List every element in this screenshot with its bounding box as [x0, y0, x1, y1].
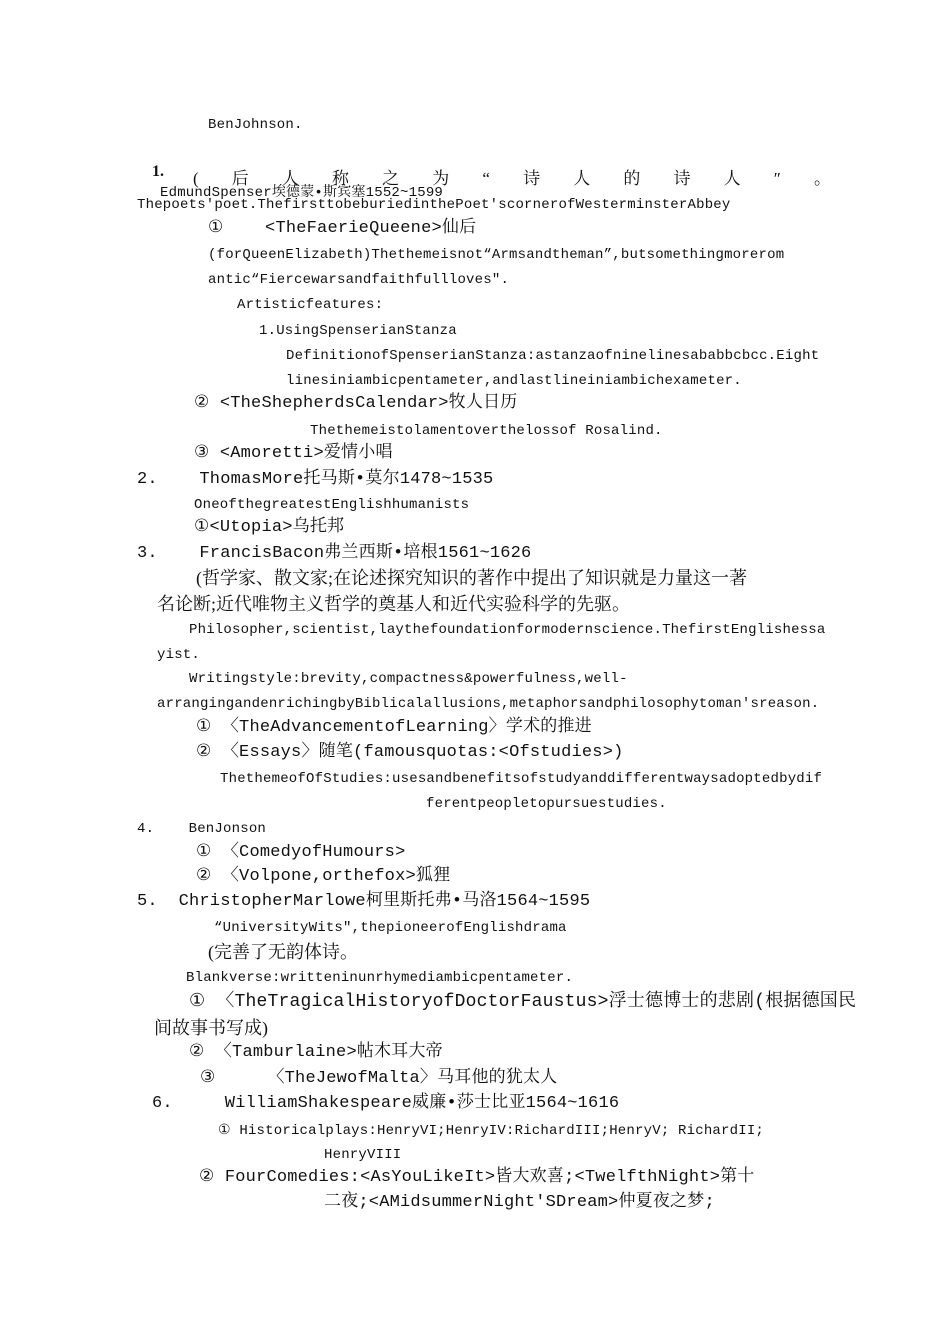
spread-char: 人 [281, 169, 299, 188]
text-line: “UniversityWits″,thepioneerofEnglishdrama [214, 920, 567, 936]
text-line: antic“Fiercewarsandfaithfullloves″. [208, 272, 510, 288]
spread-char: ( [193, 169, 199, 188]
work-item: ①<Utopia>乌托邦 [194, 518, 345, 537]
text-line: Writingstyle:brevity,compactness&powerfulness,well- [189, 671, 628, 687]
spread-char: 称 [332, 169, 350, 188]
text-line: linesiniambicpentameter,andlastlineiniambichexameter. [286, 373, 742, 389]
text-line: DefinitionofSpenserianStanza:astanzaofninelinesababbcbcc.Eight [286, 348, 820, 364]
spread-char: 诗 [523, 169, 541, 188]
text-line: 二夜;<AMidsummerNight'SDream>仲夏夜之梦; [324, 1193, 715, 1212]
text-line: 1.UsingSpenserianStanza [259, 323, 457, 339]
spread-char: ″ [773, 169, 781, 188]
work-item: ② 〈Essays〉随笔(famousquotas:<Ofstudies>) [196, 743, 624, 762]
work-item: ③ 〈TheJewofMalta〉马耳他的犹太人 [200, 1069, 558, 1088]
work-item: ① 〈TheAdvancementofLearning〉学术的推进 [196, 718, 592, 737]
list-number: 1. [152, 163, 164, 180]
work-item: ② 〈Volpone,orthefox>狐狸 [196, 867, 451, 886]
heading-text: EdmundSpenser埃德蒙•斯宾塞1552~1599 [160, 185, 444, 201]
text-line: (哲学家、散文家;在论述探究知识的著作中提出了知识就是力量这一著 [196, 568, 747, 588]
text-line: ThethemeofOfStudies:usesandbenefitsofstudyanddifferentwaysadoptedbydif [220, 771, 823, 787]
spread-char: 之 [382, 169, 400, 188]
spread-char: 的 [623, 169, 641, 188]
text-line: Blankverse:writteninunrhymediambicpentameter. [186, 970, 574, 986]
text-line: ① Historicalplays:HenryVI;HenryIV:RichardIII;HenryV; RichardII; [218, 1123, 765, 1139]
section-heading-more: 2. ThomasMore托马斯•莫尔1478~1535 [137, 470, 494, 489]
section-heading-shakespeare: 6. WilliamShakespeare威廉•莎士比亚1564~1616 [152, 1094, 620, 1113]
text-line: yist. [157, 647, 201, 663]
text-line: ferentpeopletopursuestudies. [426, 796, 667, 812]
text-line: BenJohnson. [208, 117, 303, 133]
spread-char: 。 [813, 169, 831, 188]
spread-line [193, 169, 831, 189]
text-line: (完善了无韵体诗。 [208, 942, 358, 962]
spread-char: 后 [231, 169, 249, 188]
section-heading-bacon: 3. FrancisBacon弗兰西斯•培根1561~1626 [137, 544, 532, 563]
text-line: Thethemeistolamentoverthelossof Rosalind. [310, 423, 663, 439]
text-line: HenryVIII [324, 1147, 402, 1163]
text-line: arrangingandenrichingbyBiblicalallusions,metaphorsandphilosophytoman'sreason. [157, 696, 820, 712]
spread-char: 人 [723, 169, 741, 188]
work-item: ② <TheShepherdsCalendar>牧人日历 [194, 394, 518, 413]
text-line: (forQueenElizabeth)Thethemeisnot“Armsandtheman”,butsomethingmorerom [208, 247, 785, 263]
text-line: Philosopher,scientist,laythefoundationformodernscience.ThefirstEnglishessa [189, 622, 826, 638]
subheading: Artisticfeatures: [237, 297, 384, 313]
text-line: Thepoets'poet.ThefirsttobeburiedinthePoet'scornerofWesterminsterAbbey [137, 197, 731, 213]
work-item: ③ <Amoretti>爱情小唱 [194, 444, 393, 463]
work-item: ② 〈Tamburlaine>帖木耳大帝 [189, 1043, 443, 1062]
spread-char: 为 [432, 169, 450, 188]
spread-char: 人 [573, 169, 591, 188]
work-item: ① <TheFaerieQueene>仙后 [208, 219, 477, 238]
spread-char: “ [482, 169, 490, 188]
text-line: 名论断;近代唯物主义哲学的奠基人和近代实验科学的先驱。 [157, 594, 630, 614]
work-item: ① 〈ComedyofHumours> [196, 843, 406, 862]
text-line: 间故事书写成) [154, 1018, 268, 1038]
section-heading-jonson: 4. BenJonson [137, 821, 267, 837]
spread-char: 诗 [673, 169, 691, 188]
work-item: ② FourComedies:<AsYouLikeIt>皆大欢喜;<TwelfthNight>第十 [199, 1168, 755, 1187]
text-line: OneofthegreatestEnglishhumanists [194, 497, 470, 513]
work-item: ① 〈TheTragicalHistoryofDoctorFaustus>浮士德博士的悲剧(根据德国民 [189, 992, 857, 1012]
section-heading-marlowe: 5. ChristopherMarlowe柯里斯托弗•马洛1564~1595 [137, 892, 591, 911]
